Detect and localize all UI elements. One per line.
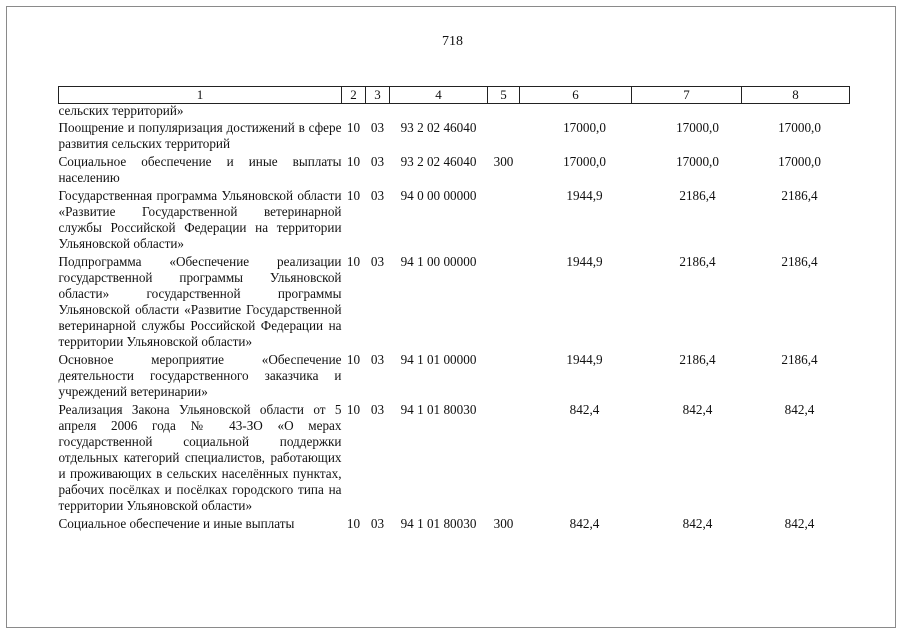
table-row: [59, 154, 850, 186]
row-target-article: [390, 104, 488, 119]
row-subsection: 03: [370, 188, 385, 203]
row-amount-6: 1944,9: [566, 352, 603, 367]
row-target-article: 94 1 01 80030: [400, 516, 477, 531]
row-amount-8: 842,4: [784, 402, 815, 417]
row-amount-6: 17000,0: [563, 120, 606, 135]
row-name: Социальное обеспечение и иные выплаты населению: [58, 154, 342, 185]
row-expense-type: [488, 352, 520, 400]
row-target-article: 94 0 00 00000: [400, 188, 477, 203]
table-row: [59, 352, 850, 400]
row-amount-6: 17000,0: [563, 154, 606, 169]
row-expense-type: [488, 402, 520, 514]
row-amount-8: 17000,0: [778, 154, 821, 169]
row-amount-6: 1944,9: [566, 188, 603, 203]
row-target-article: 94 1 01 80030: [400, 402, 477, 417]
row-amount-8: 842,4: [784, 516, 815, 531]
budget-table: [58, 86, 850, 532]
row-amount-8: 2186,4: [781, 352, 818, 367]
row-section: 10: [346, 188, 361, 203]
row-section: 10: [346, 254, 361, 269]
row-amount-6: [520, 104, 632, 119]
column-header-4: 4: [390, 87, 488, 104]
column-header-3: 3: [366, 87, 390, 104]
row-target-article: 94 1 01 00000: [400, 352, 477, 367]
row-amount-7: 842,4: [682, 402, 713, 417]
row-amount-7: 17000,0: [676, 120, 719, 135]
row-subsection: 03: [370, 516, 385, 531]
row-amount-7: 2186,4: [679, 188, 716, 203]
row-subsection: [366, 104, 390, 119]
row-section: 10: [346, 516, 361, 531]
column-header-7: 7: [632, 87, 742, 104]
row-section: [342, 104, 366, 119]
table-row: [59, 120, 850, 152]
row-amount-6: 1944,9: [566, 254, 603, 269]
row-amount-8: [742, 104, 850, 119]
column-header-5: 5: [488, 87, 520, 104]
table-row: [59, 188, 850, 252]
row-expense-type: [488, 120, 520, 152]
table-header-row: [59, 87, 850, 104]
column-header-2: 2: [342, 87, 366, 104]
row-name: Поощрение и популяризация достижений в сфере развития сельских территорий: [58, 120, 342, 151]
row-amount-8: 2186,4: [781, 188, 818, 203]
row-name: Социальное обеспечение и иные выплаты: [58, 516, 295, 531]
row-name: Реализация Закона Ульяновской области от 5 апреля 2006 года № 43-ЗО «О мерах государственной социальной поддержки отдельных категорий специалистов, работающих и проживающих в сельских населённых пунктах, рабочих посёлках и посёлках городского типа на территории Ульяновской области»: [58, 402, 342, 513]
row-amount-7: 2186,4: [679, 254, 716, 269]
table-row: [59, 516, 850, 532]
table-row: [59, 402, 850, 514]
row-section: 10: [346, 352, 361, 367]
row-expense-type: [488, 104, 520, 119]
row-target-article: 93 2 02 46040: [400, 120, 477, 135]
row-subsection: 03: [370, 352, 385, 367]
row-name: Подпрограмма «Обеспечение реализации государственной программы Ульяновской области» государственной программы Ульяновской области «Развитие Государственной ветеринарной службы Российской Федерации на территории Ульяновской области»: [58, 254, 342, 349]
row-amount-6: 842,4: [569, 402, 600, 417]
row-amount-7: 17000,0: [676, 154, 719, 169]
column-header-6: 6: [520, 87, 632, 104]
row-section: 10: [346, 154, 361, 169]
row-section: 10: [346, 402, 361, 417]
row-amount-8: 2186,4: [781, 254, 818, 269]
column-header-8: 8: [742, 87, 850, 104]
row-subsection: 03: [370, 154, 385, 169]
row-expense-type: [488, 254, 520, 350]
row-amount-7: [632, 104, 742, 119]
row-section: 10: [346, 120, 361, 135]
row-name: сельских территорий»: [58, 103, 184, 118]
row-target-article: 94 1 00 00000: [400, 254, 477, 269]
row-expense-type: [488, 188, 520, 252]
row-amount-7: 2186,4: [679, 352, 716, 367]
row-name: Основное мероприятие «Обеспечение деятельности государственного заказчика и учреждений ветеринарии»: [58, 352, 342, 399]
row-amount-8: 17000,0: [778, 120, 821, 135]
row-name: Государственная программа Ульяновской области «Развитие Государственной ветеринарной службы Российской Федерации на территории Ульяновской области»: [58, 188, 342, 251]
row-target-article: 93 2 02 46040: [400, 154, 477, 169]
row-subsection: 03: [370, 254, 385, 269]
page-number: 718: [442, 34, 463, 49]
row-expense-type: 300: [493, 154, 514, 169]
column-header-1: 1: [59, 87, 342, 104]
row-subsection: 03: [370, 120, 385, 135]
row-expense-type: 300: [493, 516, 514, 531]
row-amount-7: 842,4: [682, 516, 713, 531]
row-amount-6: 842,4: [569, 516, 600, 531]
table-row: [59, 254, 850, 350]
table-row: [59, 104, 850, 119]
row-subsection: 03: [370, 402, 385, 417]
